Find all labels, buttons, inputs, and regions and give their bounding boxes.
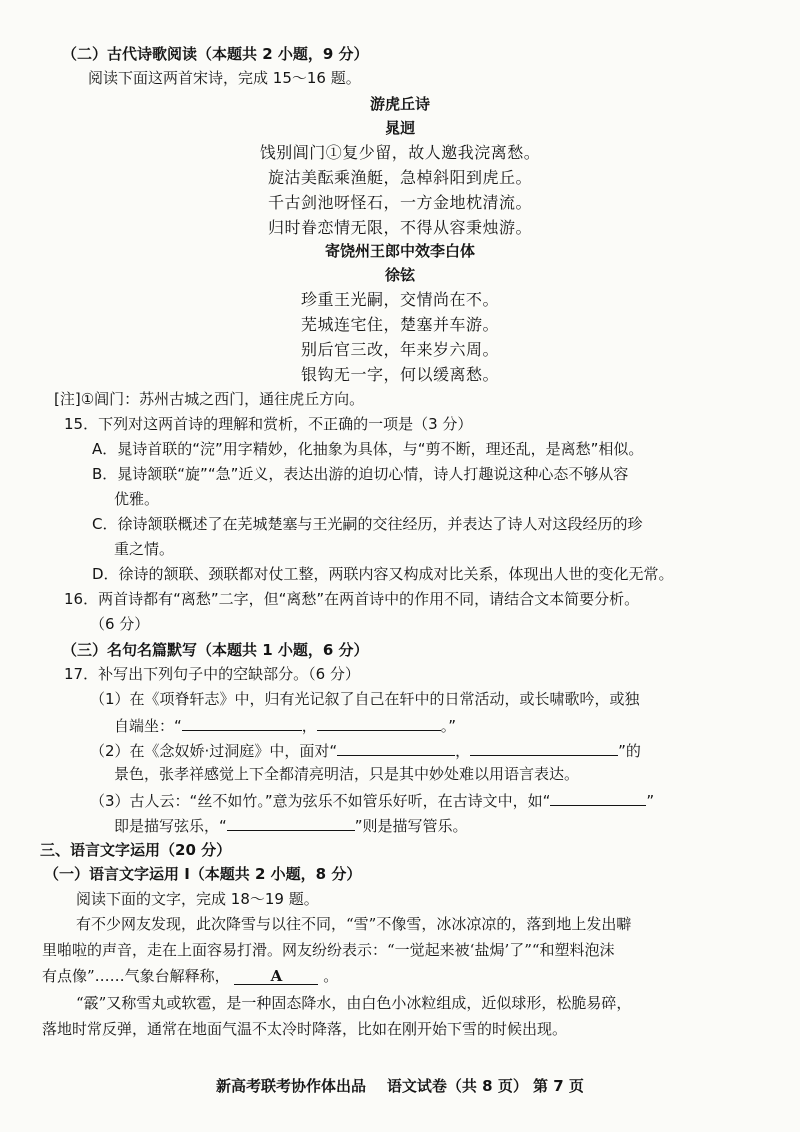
poem1-line: 千古剑池呀怪石，一方金地枕清流。: [267, 193, 532, 212]
question-15-option-b: B．晁诗颔联“旋”“急”近义，表达出游的迫切心情，诗人打趣说这种心态不够从容: [92, 465, 629, 483]
passage-line: 落地时常反弹，通常在地面气温不太冷时降落，比如在刚开始下雪的时候出现。: [42, 1020, 568, 1038]
section-heading-language-1: （一）语言文字运用 Ⅰ（本题共 2 小题，8 分）: [44, 865, 362, 883]
poem2-line: 银钩无一字，何以缓离愁。: [300, 365, 499, 384]
page-footer: 新高考联考协作体出品 语文试卷（共 8 页） 第 7 页: [216, 1077, 584, 1095]
text-segment: 有点像”……气象台解释称，: [42, 967, 230, 985]
question-17-part2: [90, 739, 641, 761]
question-17-part1: （1）在《项脊轩志》中，归有光记叙了自己在轩中的日常活动，或长啸歌吟，或独: [90, 690, 640, 708]
question-17-stem: 17．补写出下列句子中的空缺部分。（6 分）: [64, 665, 360, 683]
poem2-line: 别后官三改，年来岁六周。: [300, 340, 499, 359]
blank-a[interactable]: A: [234, 968, 318, 985]
text-segment: （3）古人云：“丝不如竹。”意为弦乐不如管乐好听，在古诗文中，如“: [90, 792, 551, 810]
text-segment: 即是描写弦乐，“: [114, 817, 227, 835]
text-segment: （2）在《念奴娇·过洞庭》中，面对“: [90, 742, 338, 760]
section-instruction: 阅读下面这两首宋诗，完成 15～16 题。: [88, 69, 361, 87]
poem1-title: 游虎丘诗: [369, 95, 430, 113]
text-segment: ，: [455, 742, 471, 760]
question-15-option-c: C．徐诗颔联概述了在芜城楚塞与王光嗣的交往经历，并表达了诗人对这段经历的珍: [92, 515, 643, 533]
section-heading-poetry: （二）古代诗歌阅读（本题共 2 小题，9 分）: [62, 45, 369, 63]
question-15-option-b-cont: 优雅。: [114, 490, 160, 508]
question-17-part2-cont: 景色，张孝祥感觉上下全都清亮明洁，只是其中妙处难以用语言表达。: [114, 765, 580, 783]
answer-blank[interactable]: [182, 714, 302, 731]
passage-line: “霰”又称雪丸或软雹，是一种固态降水，由白色小冰粒组成，近似球形，松脆易碎，: [76, 994, 632, 1012]
poem1-line: 归时眷恋情无限，不得从容秉烛游。: [267, 218, 532, 237]
section-instruction: 阅读下面的文字，完成 18～19 题。: [76, 890, 319, 908]
text-segment: 。”: [440, 717, 457, 735]
passage-line: 有不少网友发现，此次降雪与以往不同，“雪”不像雪，冰冰凉凉的，落到地上发出噼: [76, 915, 632, 933]
passage-line: 里啪啦的声音，走在上面容易打滑。网友纷纷表示：“一觉起来被‘盐焗’了”“和塑料泡沫: [42, 941, 615, 959]
question-16-score: （6 分）: [90, 615, 150, 633]
part-heading-language: 三、语言文字运用（20 分）: [40, 841, 232, 859]
poem1-line: 饯别阊门①复少留，故人邀我浣离愁。: [259, 143, 541, 162]
answer-blank[interactable]: [227, 814, 355, 831]
passage-line: [42, 966, 338, 986]
poem2-line: 芜城连宅住，楚塞并车游。: [300, 315, 499, 334]
answer-blank[interactable]: [470, 739, 618, 756]
poem1-line: 旋沽美酝乘渔艇，急棹斜阳到虎丘。: [267, 168, 532, 187]
question-15-option-d: D．徐诗的颔联、颈联都对仗工整，两联内容又构成对比关系，体现出人世的变化无常。: [92, 565, 674, 583]
poem2-title: 寄饶州王郎中效李白体: [324, 242, 475, 260]
poem1-author: 晁迥: [384, 119, 415, 137]
annotation-note: [注]①阊门：苏州古城之西门，通往虎丘方向。: [54, 390, 365, 408]
question-17-part3-cont: [114, 814, 468, 836]
poem2-line: 珍重王光嗣，交情尚在不。: [300, 290, 499, 309]
section-heading-recitation: （三）名句名篇默写（本题共 1 小题，6 分）: [62, 641, 369, 659]
answer-blank[interactable]: [317, 714, 441, 731]
text-segment: ，: [301, 717, 317, 735]
poem2-author: 徐铉: [384, 266, 415, 284]
question-15-stem: 15．下列对这两首诗的理解和赏析，不正确的一项是（3 分）: [64, 415, 473, 433]
text-segment: ”则是描写管乐。: [354, 817, 468, 835]
question-15-option-a: A．晁诗首联的“浣”用字精妙，化抽象为具体，与“剪不断，理还乱，是离愁”相似。: [92, 440, 644, 458]
text-segment: 。: [323, 967, 339, 985]
question-16-stem: 16．两首诗都有“离愁”二字，但“离愁”在两首诗中的作用不同，请结合文本简要分析。: [64, 590, 640, 608]
text-segment: ”的: [618, 742, 641, 760]
answer-blank[interactable]: [337, 739, 455, 756]
text-segment: ”: [646, 792, 655, 810]
text-segment: 自端坐：“: [114, 717, 182, 735]
question-17-part1-cont: [114, 714, 456, 736]
answer-blank[interactable]: [550, 789, 646, 806]
question-17-part3: [90, 789, 654, 811]
question-15-option-c-cont: 重之情。: [114, 540, 175, 558]
